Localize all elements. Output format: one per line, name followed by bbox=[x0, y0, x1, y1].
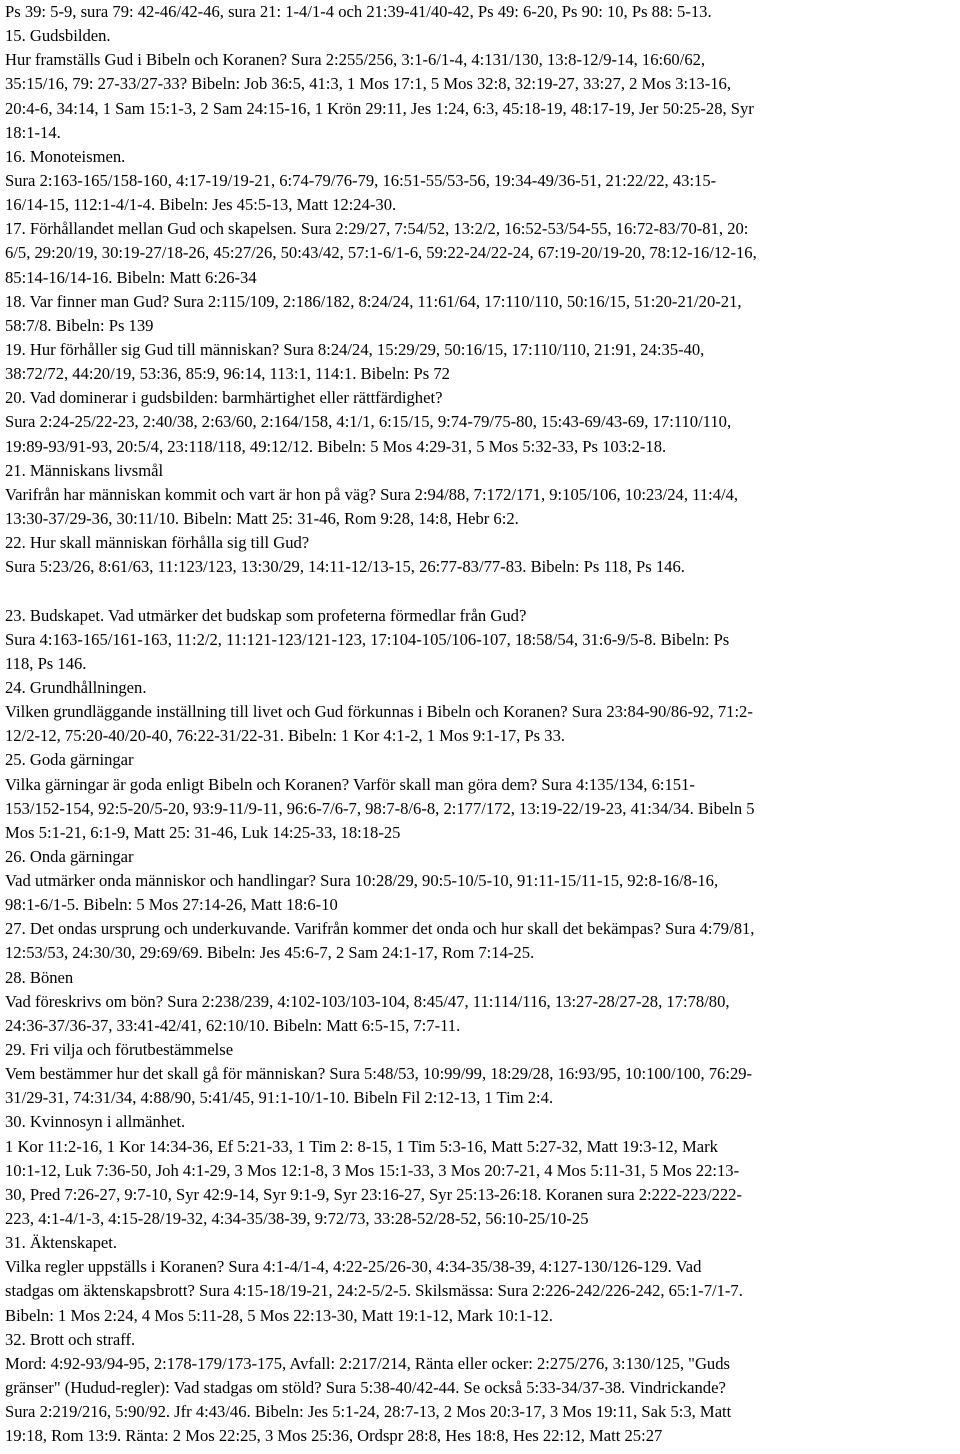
section-heading-17: 17. Förhållandet mellan Gud och skapelsen. Sura 2:29/27, 7:54/52, 13:2/2, 16:52-53/54-55, 16:72-83/70-81, 20: bbox=[5, 219, 749, 239]
section-heading-25: 25. Goda gärningar bbox=[5, 750, 134, 770]
text-line: 223, 4:1-4/1-3, 4:15-28/19-32, 4:34-35/38-39, 9:72/73, 33:28-52/28-52, 56:10-25/10-25 bbox=[5, 1209, 589, 1229]
text-line: Sura 4:163-165/161-163, 11:2/2, 11:121-123/121-123, 17:104-105/106-107, 18:58/54, 31:6-9/5-8. Bibeln: Ps bbox=[5, 629, 730, 649]
text-line: stadgas om äktenskapsbrott? Sura 4:15-18/19-21, 24:2-5/2-5. Skilsmässa: Sura 2:226-242/226-242, 65:1-7/1-7. bbox=[5, 1281, 743, 1301]
text-line: Vilka regler uppställs i Koranen? Sura 4:1-4/1-4, 4:22-25/26-30, 4:34-35/38-39, 4:127-130/126-129. Vad bbox=[5, 1257, 702, 1277]
text-line: Sura 5:23/26, 8:61/63, 11:123/123, 13:30/29, 14:11-12/13-15, 26:77-83/77-83. Bibeln: Ps 118, Ps 146. bbox=[5, 557, 685, 577]
text-line: 16/14-15, 112:1-4/1-4. Bibeln: Jes 45:5-13, Matt 12:24-30. bbox=[5, 195, 397, 215]
text-line: 18:1-14. bbox=[5, 122, 61, 142]
text-line: 19:18, Rom 13:9. Ränta: 2 Mos 22:25, 3 Mos 25:36, Ordspr 28:8, Hes 18:8, Hes 22:12, Matt 25:27 bbox=[5, 1426, 663, 1446]
text-line: Vad föreskrivs om bön? Sura 2:238/239, 4:102-103/103-104, 8:45/47, 11:114/116, 13:27-28/27-28, 17:78/80, bbox=[5, 991, 730, 1011]
text-line: Vem bestämmer hur det skall gå för människan? Sura 5:48/53, 10:99/99, 18:29/28, 16:93/95, 10:100/100, 76:29- bbox=[5, 1064, 753, 1084]
section-heading-30: 30. Kvinnosyn i allmänhet. bbox=[5, 1112, 186, 1132]
section-heading-22: 22. Hur skall människan förhålla sig till Gud? bbox=[5, 533, 310, 553]
text-line: 20:4-6, 34:14, 1 Sam 15:1-3, 2 Sam 24:15-16, 1 Krön 29:11, Jes 1:24, 6:3, 45:18-19, 48:17-19, Jer 50:25-28, Syr bbox=[5, 98, 754, 118]
section-heading-24: 24. Grundhållningen. bbox=[5, 677, 147, 697]
text-line: 31/29-31, 74:31/34, 4:88/90, 5:41/45, 91:1-10/1-10. Bibeln Fil 2:12-13, 1 Tim 2:4. bbox=[5, 1088, 554, 1108]
text-line: 13:30-37/29-36, 30:11/10. Bibeln: Matt 25: 31-46, Rom 9:28, 14:8, Hebr 6:2. bbox=[5, 508, 519, 528]
text-line: Sura 2:163-165/158-160, 4:17-19/19-21, 6:74-79/76-79, 16:51-55/53-56, 19:34-49/36-51, 21:22/22, 43:15- bbox=[5, 170, 717, 190]
section-heading-19: 19. Hur förhåller sig Gud till människan? Sura 8:24/24, 15:29/29, 50:16/15, 17:110/110, 21:91, 24:35-40, bbox=[5, 339, 705, 359]
text-line: gränser" (Hudud-regler): Vad stadgas om stöld? Sura 5:38-40/42-44. Se också 5:33-34/37-38. Vindrickande? bbox=[5, 1378, 726, 1398]
text-line: 24:36-37/36-37, 33:41-42/41, 62:10/10. Bibeln: Matt 6:5-15, 7:7-11. bbox=[5, 1015, 461, 1035]
text-line: Sura 2:219/216, 5:90/92. Jfr 4:43/46. Bibeln: Jes 5:1-24, 28:7-13, 2 Mos 20:3-17, 3 Mos 19:11, Sak 5:3, Matt bbox=[5, 1402, 732, 1422]
text-line: 58:7/8. Bibeln: Ps 139 bbox=[5, 315, 154, 335]
text-line: Varifrån har människan kommit och vart är hon på väg? Sura 2:94/88, 7:172/171, 9:105/106, 10:23/24, 11:4/4, bbox=[5, 484, 739, 504]
text-line: 38:72/72, 44:20/19, 53:36, 85:9, 96:14, 113:1, 114:1. Bibeln: Ps 72 bbox=[5, 364, 450, 384]
section-heading-23: 23. Budskapet. Vad utmärker det budskap som profeterna förmedlar från Gud? bbox=[5, 605, 527, 625]
section-heading-27: 27. Det ondas ursprung och underkuvande. Varifrån kommer det onda och hur skall det bekämpas? Sura 4:79/81, bbox=[5, 919, 755, 939]
text-line: 30, Pred 7:26-27, 9:7-10, Syr 42:9-14, Syr 9:1-9, Syr 23:16-27, Syr 25:13-26:18. Koranen sura 2:222-223/222- bbox=[5, 1184, 742, 1204]
document-page bbox=[5, 0, 957, 1448]
text-line: 118, Ps 146. bbox=[5, 653, 87, 673]
section-heading-31: 31. Äktenskapet. bbox=[5, 1233, 117, 1253]
text-line: Vilken grundläggande inställning till livet och Gud förkunnas i Bibeln och Koranen? Sura 23:84-90/86-92, 71:2- bbox=[5, 702, 753, 722]
text-line: 10:1-12, Luk 7:36-50, Joh 4:1-29, 3 Mos 12:1-8, 3 Mos 15:1-33, 3 Mos 20:7-21, 4 Mos 5:11-31, 5 Mos 22:13- bbox=[5, 1160, 740, 1180]
text-line: 153/152-154, 92:5-20/5-20, 93:9-11/9-11, 96:6-7/6-7, 98:7-8/6-8, 2:177/172, 13:19-22/19-23, 41:34/34. Bibeln 5 bbox=[5, 798, 755, 818]
section-heading-29: 29. Fri vilja och förutbestämmelse bbox=[5, 1040, 234, 1060]
text-line: 19:89-93/91-93, 20:5/4, 23:118/118, 49:12/12. Bibeln: 5 Mos 4:29-31, 5 Mos 5:32-33, Ps 103:2-18. bbox=[5, 436, 667, 456]
text-line: Hur framställs Gud i Bibeln och Koranen? Sura 2:255/256, 3:1-6/1-4, 4:131/130, 13:8-12/9-14, 16:60/62, bbox=[5, 50, 706, 70]
section-heading-18: 18. Var finner man Gud? Sura 2:115/109, 2:186/182, 8:24/24, 11:61/64, 17:110/110, 50:16/15, 51:20-21/20-21, bbox=[5, 291, 742, 311]
section-heading-28: 28. Bönen bbox=[5, 967, 74, 987]
text-line: 1 Kor 11:2-16, 1 Kor 14:34-36, Ef 5:21-33, 1 Tim 2: 8-15, 1 Tim 5:3-16, Matt 5:27-32, Matt 19:3-12, Mark bbox=[5, 1136, 718, 1156]
text-line: Mos 5:1-21, 6:1-9, Matt 25: 31-46, Luk 14:25-33, 18:18-25 bbox=[5, 822, 401, 842]
text-line: Ps 39: 5-9, sura 79: 42-46/42-46, sura 21: 1-4/1-4 och 21:39-41/40-42, Ps 49: 6-20, Ps 90: 10, Ps 88: 5-13. bbox=[5, 2, 712, 21]
text-line: 12:53/53, 24:30/30, 29:69/69. Bibeln: Jes 45:6-7, 2 Sam 24:1-17, Rom 7:14-25. bbox=[5, 943, 535, 963]
text-line: Vad utmärker onda människor och handlingar? Sura 10:28/29, 90:5-10/5-10, 91:11-15/11-15, 92:8-16/8-16, bbox=[5, 871, 719, 891]
text-line: Mord: 4:92-93/94-95, 2:178-179/173-175, Avfall: 2:217/214, Ränta eller ocker: 2:275/276, 3:130/125, "Guds bbox=[5, 1353, 730, 1373]
section-heading-15: 15. Gudsbilden. bbox=[5, 26, 111, 46]
blank-line bbox=[5, 579, 957, 603]
text-line: Bibeln: 1 Mos 2:24, 4 Mos 5:11-28, 5 Mos 22:13-30, Matt 19:1-12, Mark 10:1-12. bbox=[5, 1305, 553, 1325]
section-heading-32: 32. Brott och straff. bbox=[5, 1329, 136, 1349]
section-heading-26: 26. Onda gärningar bbox=[5, 846, 134, 866]
text-line: Vilka gärningar är goda enligt Bibeln och Koranen? Varför skall man göra dem? Sura 4:135/134, 6:151- bbox=[5, 774, 695, 794]
text-line: 35:15/16, 79: 27-33/27-33? Bibeln: Job 36:5, 41:3, 1 Mos 17:1, 5 Mos 32:8, 32:19-27, 33:27, 2 Mos 3:13-16, bbox=[5, 74, 731, 94]
section-heading-16: 16. Monoteismen. bbox=[5, 146, 126, 166]
text-line: 98:1-6/1-5. Bibeln: 5 Mos 27:14-26, Matt 18:6-10 bbox=[5, 895, 338, 915]
section-heading-21: 21. Människans livsmål bbox=[5, 460, 164, 480]
text-line: 85:14-16/14-16. Bibeln: Matt 6:26-34 bbox=[5, 267, 257, 287]
section-heading-20: 20. Vad dominerar i gudsbilden: barmhärtighet eller rättfärdighet? bbox=[5, 388, 443, 408]
text-line: Sura 2:24-25/22-23, 2:40/38, 2:63/60, 2:164/158, 4:1/1, 6:15/15, 9:74-79/75-80, 15:43-69/43-69, 17:110/110, bbox=[5, 412, 732, 432]
text-line: 12/2-12, 75:20-40/20-40, 76:22-31/22-31. Bibeln: 1 Kor 4:1-2, 1 Mos 9:1-17, Ps 33. bbox=[5, 726, 566, 746]
text-line: 6/5, 29:20/19, 30:19-27/18-26, 45:27/26, 50:43/42, 57:1-6/1-6, 59:22-24/22-24, 67:19-20/19-20, 78:12-16/12-16, bbox=[5, 243, 757, 263]
